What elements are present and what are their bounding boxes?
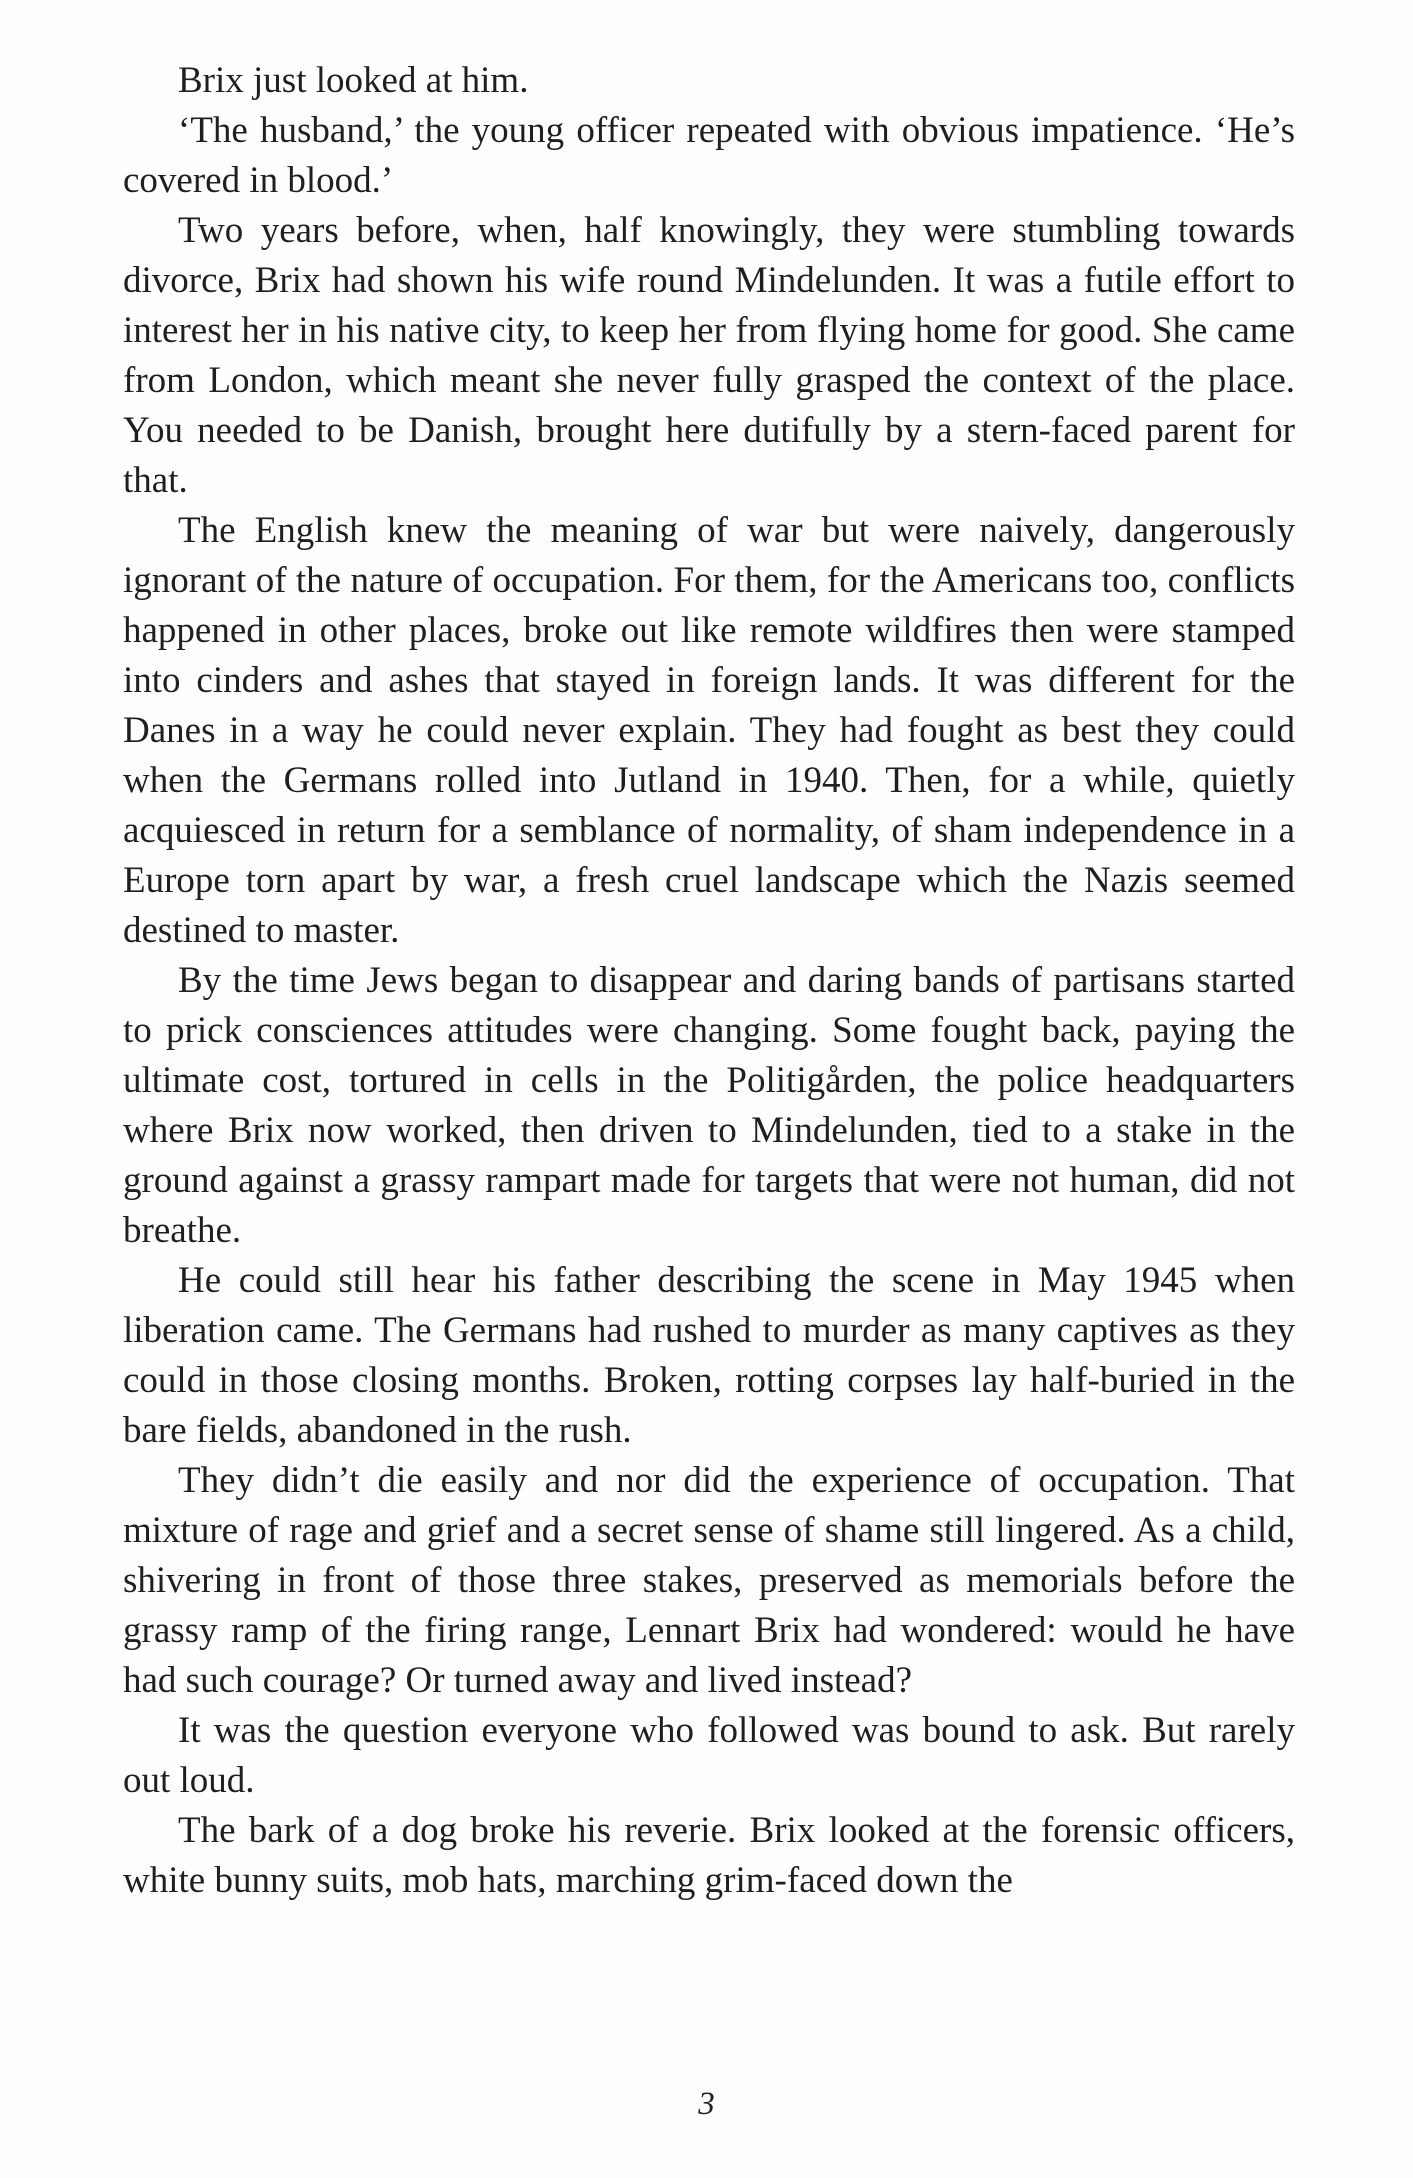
paragraph-2: ‘The husband,’ the young officer repeated with obvious impatience. ‘He’s covered in blood.’ (123, 110, 1295, 201)
paragraph-5: By the time Jews began to disappear and daring bands of partisans started to prick consciences attitudes were changing. Some fought back, paying the ultimate cost, tortured in cells in the Politigården, the police headquarters where Brix now worked, then driven to Mindelunden, tied to a stake in the ground against a grassy rampart made for targets that were not human, did not breathe. (123, 960, 1295, 1251)
body-text (123, 56, 1295, 1906)
page-number: 3 (698, 2086, 715, 2122)
paragraph-6: He could still hear his father describing the scene in May 1945 when liberation came. The Germans had rushed to murder as many captives as they could in those closing months. Broken, rotting corpses lay half-buried in the bare fields, abandoned in the rush. (123, 1260, 1295, 1451)
paragraph-3: Two years before, when, half knowingly, they were stumbling towards divorce, Brix had shown his wife round Mindelunden. It was a futile effort to interest her in his native city, to keep her from flying home for good. She came from London, which meant she never fully grasped the context of the place. You needed to be Danish, brought here dutifully by a stern-faced parent for that. (123, 210, 1295, 501)
paragraph-1: Brix just looked at him. (178, 60, 529, 101)
paragraph-4: The English knew the meaning of war but were naively, dangerously ignorant of the nature of occupation. For them, for the Americans too, conflicts happened in other places, broke out like remote wildfires then were stamped into cinders and ashes that stayed in foreign lands. It was different for the Danes in a way he could never explain. They had fought as best they could when the Germans rolled into Jutland in 1940. Then, for a while, quietly acquiesced in return for a semblance of normality, of sham independence in a Europe torn apart by war, a fresh cruel landscape which the Nazis seemed destined to master. (123, 510, 1295, 951)
paragraph-7: They didn’t die easily and nor did the experience of occupation. That mixture of rage and grief and a secret sense of shame still lingered. As a child, shivering in front of those three stakes, preserved as memorials before the grassy ramp of the firing range, Lennart Brix had wondered: would he have had such courage? Or turned away and lived instead? (123, 1460, 1295, 1701)
paragraph-9: The bark of a dog broke his reverie. Brix looked at the forensic officers, white bunny suits, mob hats, marching grim-faced down the (123, 1810, 1295, 1901)
paragraph-8: It was the question everyone who followed was bound to ask. But rarely out loud. (123, 1710, 1295, 1801)
